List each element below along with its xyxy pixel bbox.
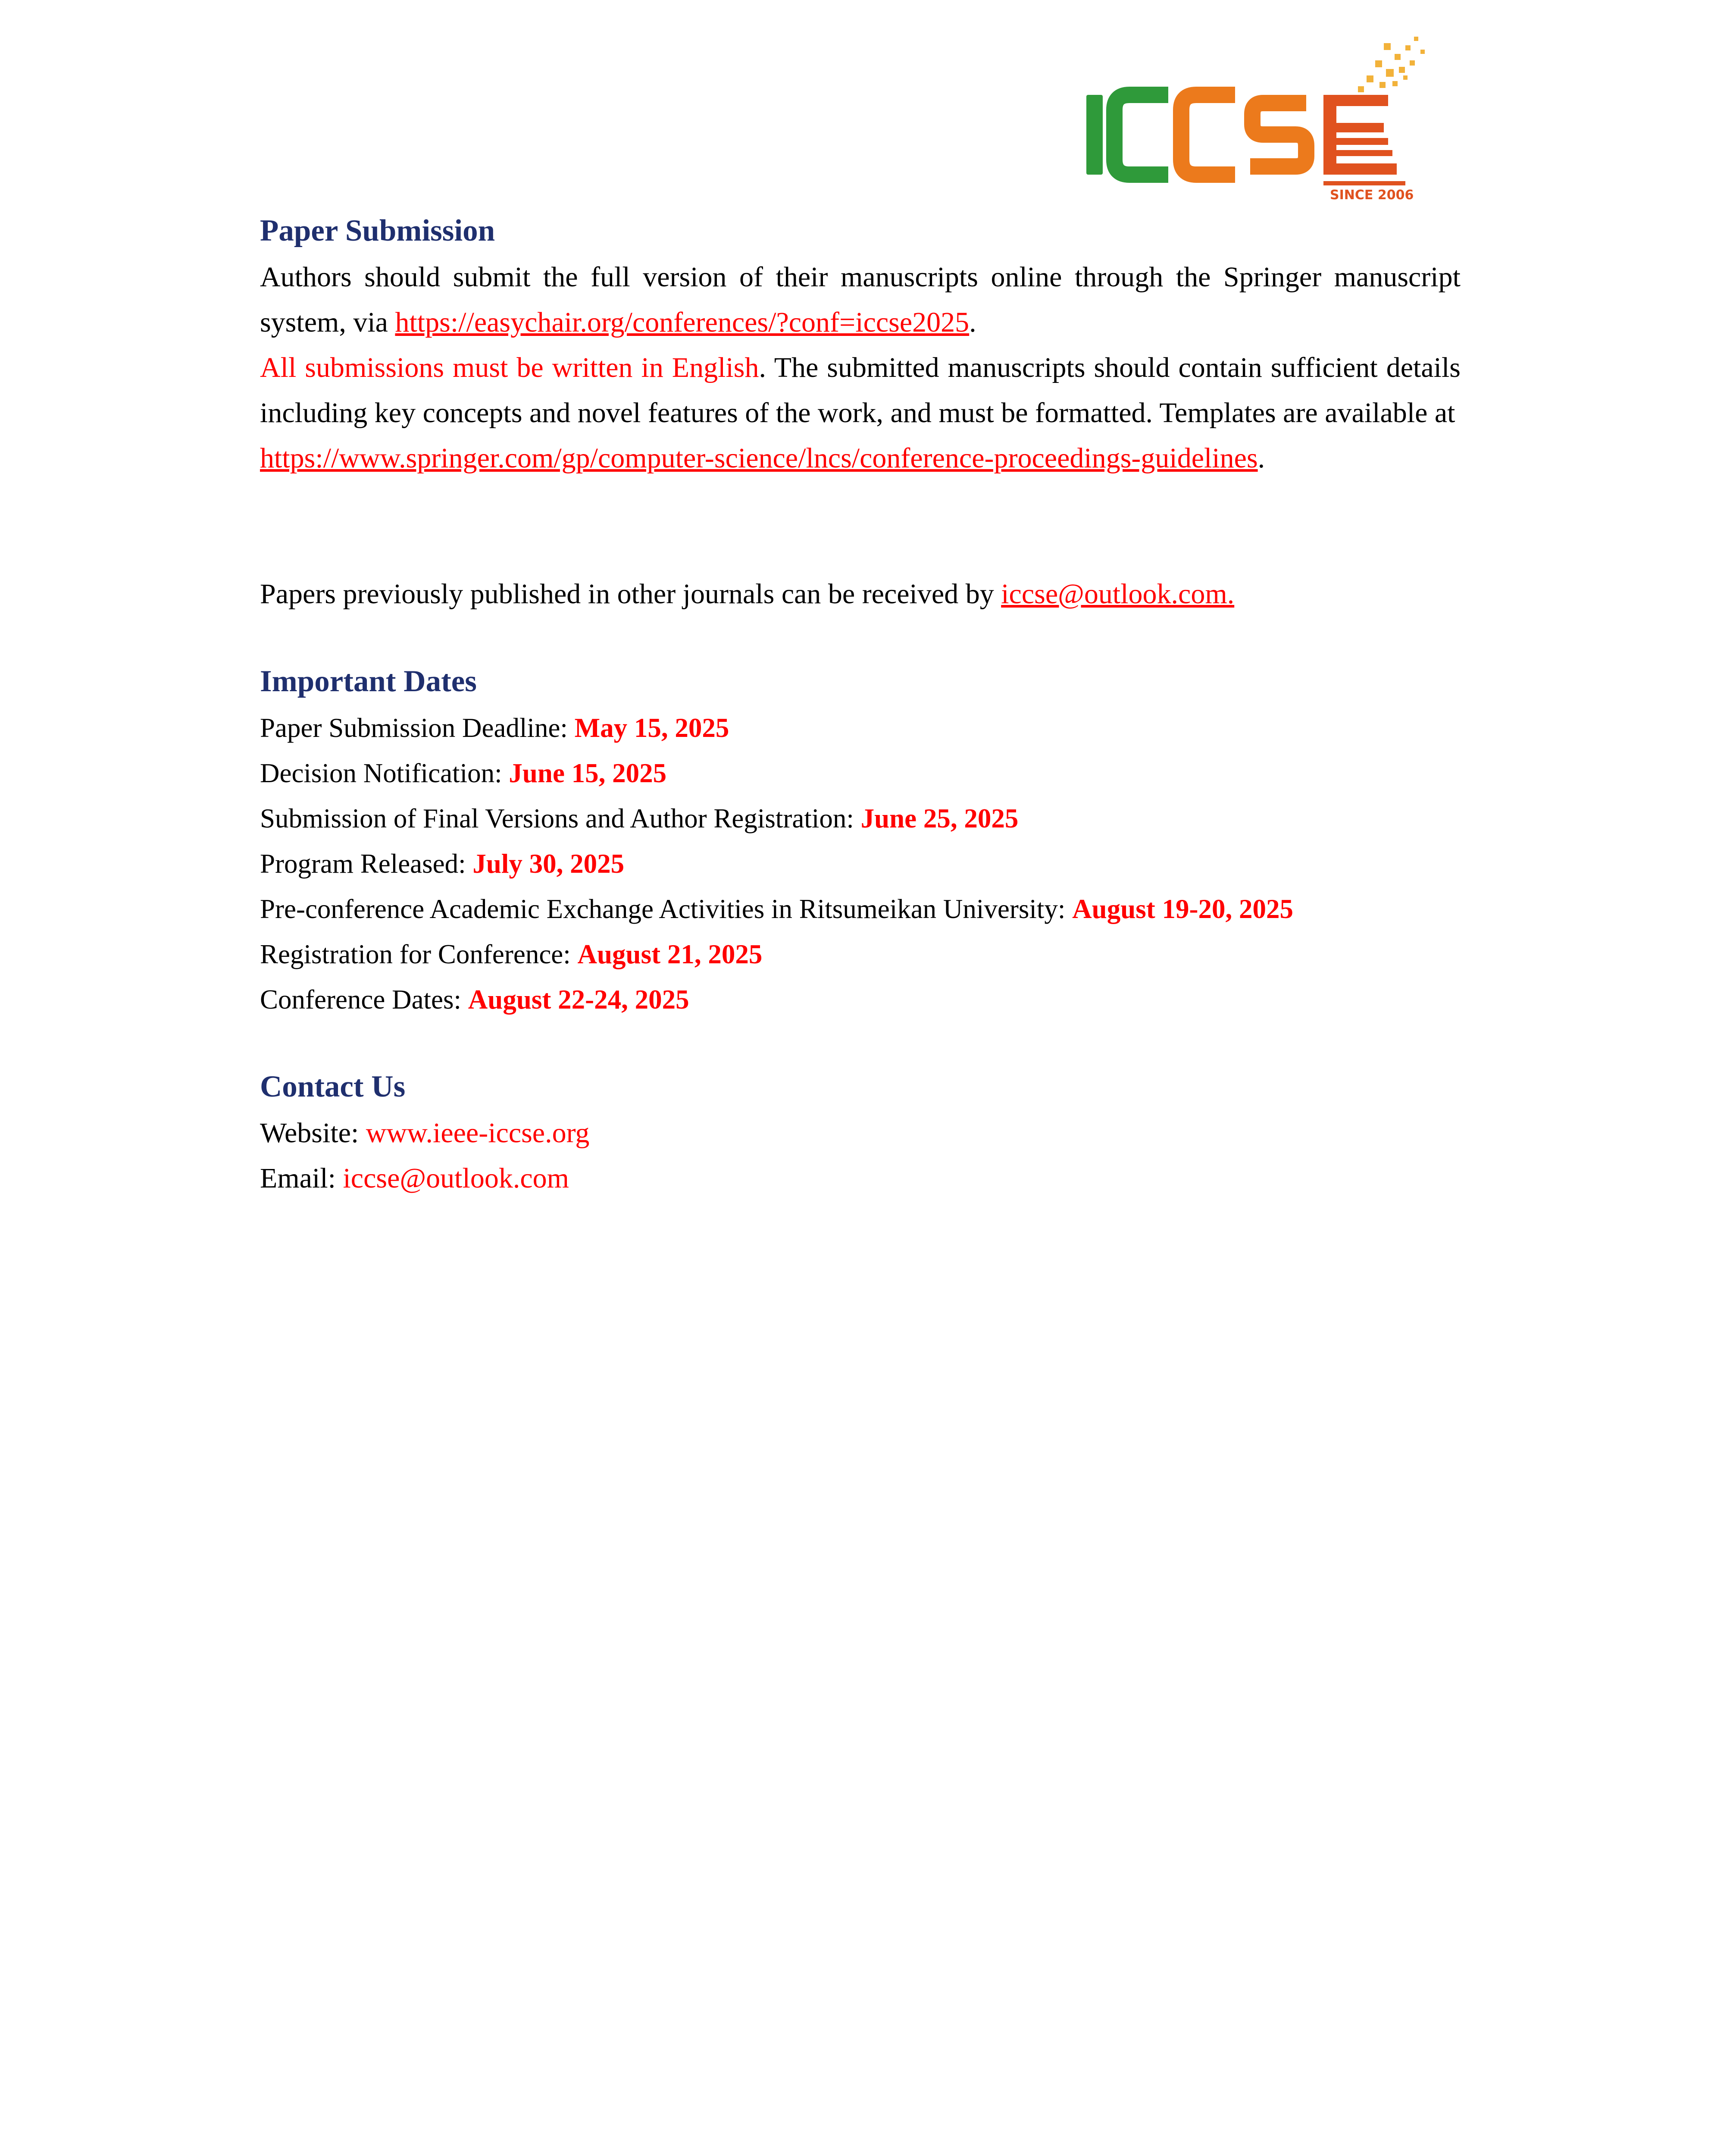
- email-label: Email:: [260, 1163, 343, 1194]
- website-link[interactable]: www.ieee-iccse.org: [366, 1117, 590, 1149]
- submission-email-link[interactable]: iccse@outlook.com.: [1001, 578, 1235, 610]
- format-paragraph: [260, 345, 1461, 481]
- date-label: Conference Dates:: [260, 984, 468, 1015]
- website-label: Website:: [260, 1117, 366, 1149]
- previously-published-paragraph: [260, 571, 1461, 617]
- email-link[interactable]: iccse@outlook.com: [343, 1163, 569, 1194]
- date-value: August 22-24, 2025: [468, 984, 689, 1015]
- english-requirement: All submissions must be written in English: [260, 352, 759, 383]
- contact-website: [260, 1116, 589, 1150]
- date-value: June 25, 2025: [860, 803, 1019, 834]
- springer-templates-link[interactable]: https://www.springer.com/gp/computer-science/lncs/conference-proceedings-guidelines: [260, 442, 1258, 474]
- paper-submission-heading: Paper Submission: [260, 214, 495, 248]
- easychair-link[interactable]: https://easychair.org/conferences/?conf=iccse2025: [395, 307, 970, 338]
- date-label: Program Released:: [260, 849, 473, 879]
- date-item: [260, 846, 624, 881]
- contact-email: [260, 1161, 569, 1196]
- logo-tagline: SINCE 2006: [1330, 188, 1414, 203]
- format-end: .: [1257, 442, 1265, 474]
- date-item: [260, 756, 666, 790]
- date-value: May 15, 2025: [574, 713, 729, 743]
- submission-paragraph: [260, 254, 1461, 345]
- date-label: Registration for Conference:: [260, 939, 578, 969]
- date-item: [260, 982, 689, 1017]
- date-label: Paper Submission Deadline:: [260, 713, 575, 743]
- date-item: [260, 892, 1293, 926]
- format-text: . The submitted manuscripts should contain sufficient details including key concepts and novel features of the work, and must be formatted. Templates are available at: [260, 352, 1461, 429]
- date-item: [260, 937, 762, 971]
- contact-heading: Contact Us: [260, 1070, 406, 1103]
- date-item: [260, 801, 1018, 836]
- date-value: July 30, 2025: [472, 849, 625, 879]
- date-label: Pre-conference Academic Exchange Activities in Ritsumeikan University:: [260, 894, 1073, 924]
- date-value: August 19-20, 2025: [1072, 894, 1293, 924]
- iccse-logo: [1082, 30, 1461, 203]
- date-item: [260, 711, 729, 745]
- submission-end: .: [969, 307, 976, 338]
- important-dates-heading: Important Dates: [260, 664, 477, 698]
- date-value: June 15, 2025: [509, 758, 667, 788]
- date-value: August 21, 2025: [577, 939, 763, 969]
- date-label: Decision Notification:: [260, 758, 509, 788]
- previously-published-text: Papers previously published in other journals can be received by: [260, 578, 1001, 610]
- date-label: Submission of Final Versions and Author Registration:: [260, 803, 861, 834]
- submission-text: Authors should submit the full version of their manuscripts online through the Springer manuscript system, via: [260, 261, 1461, 338]
